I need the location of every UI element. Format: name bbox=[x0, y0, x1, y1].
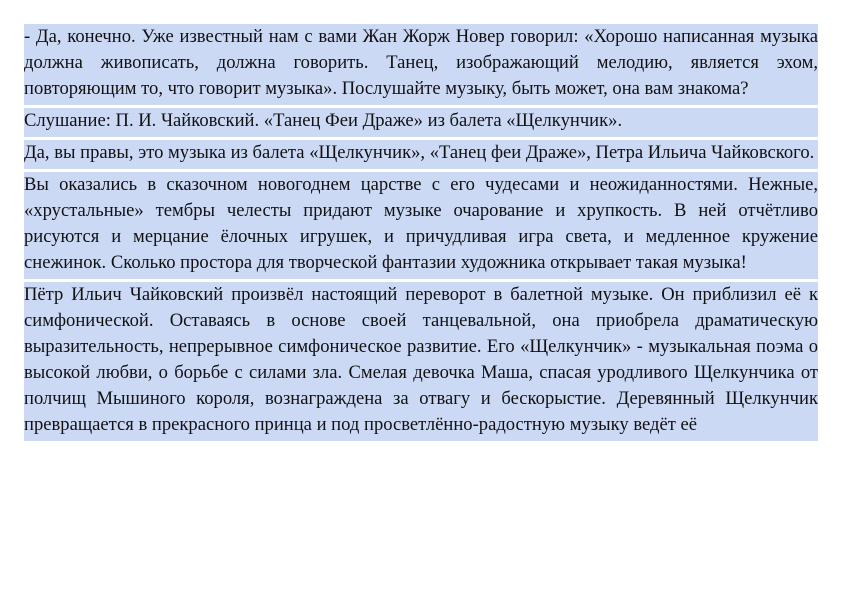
paragraph-noverre-quote: - Да, конечно. Уже известный нам с вами Жан Жорж Новер говорил: «Хорошо написанная музыка должна живописать, должна говорить. Танец, изображающий мелодию, является эхом, повторяющим то, что говорит музыка». Послушайте музыку, быть может, она вам знакома? bbox=[24, 24, 818, 105]
paragraph-tchaikovsky: Пётр Ильич Чайковский произвёл настоящий переворот в балетной музыке. Он приблизил её к симфонической. Оставаясь в основе своей танцевальной, она приобрела драматическую выразительность, непрерывное симфоническое развитие. Его «Щелкунчик» - музыкальная поэма о высокой любви, о борьбе с силами зла. Смелая девочка Маша, спасая уродливого Щелкунчика от полчищ Мышиного короля, вознаграждена за отвагу и бескорыстие. Деревянный Щелкунчик превращается в прекрасного принца и под просветлённо-радостную музыку ведёт её bbox=[24, 282, 818, 441]
paragraph-answer: Да, вы правы, это музыка из балета «Щелкунчик», «Танец феи Драже», Петра Ильича Чайковского. bbox=[24, 140, 818, 169]
paragraph-listening: Слушание: П. И. Чайковский. «Танец Феи Драже» из балета «Щелкунчик». bbox=[24, 108, 818, 137]
document-body bbox=[24, 24, 818, 441]
paragraph-description: Вы оказались в сказочном новогоднем царстве с его чудесами и неожиданностями. Нежные, «хрустальные» тембры челесты придают музыке очарование и хрупкость. В ней отчётливо рисуются и мерцание ёлочных игрушек, и причудливая игра света, и медленное кружение снежинок. Сколько простора для творческой фантазии художника открывает такая музыка! bbox=[24, 172, 818, 279]
